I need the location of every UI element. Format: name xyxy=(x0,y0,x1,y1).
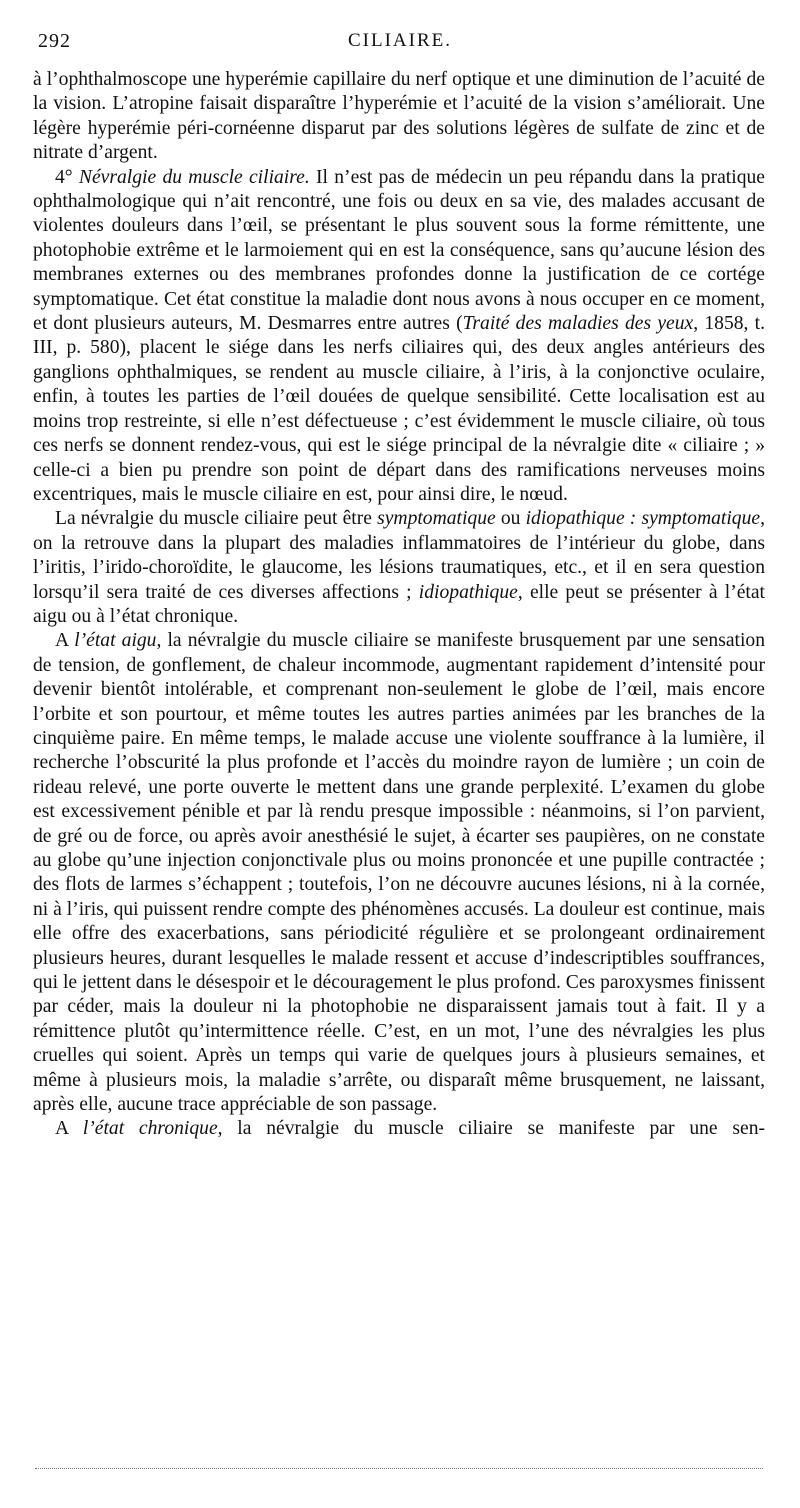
italic-text: symptomatique xyxy=(377,508,496,530)
italic-text: Traité des maladies des yeux xyxy=(462,313,694,335)
italic-text: idiopathique : symptomatique xyxy=(525,508,761,530)
footer-rule xyxy=(35,1468,763,1469)
text-run: , elle peut se présenter à l’état aigu ou à l’état chronique. xyxy=(33,581,766,627)
text-run: à l’ophthalmoscope une hyperémie capillaire du nerf optique et une diminution de l’acuité de la vision. L’atropine faisait disparaître l’hyperémie et l’acuité de la vision s’améliorait. Une légère hyperémie péri-cornéenne disparut par des solutions légères de sulfate de zinc et de nitrate d’argent. xyxy=(33,69,765,164)
text-run: Il n’est pas de médecin un peu répandu dans la pratique ophthalmologique qui n’ait rencontré, une fois ou deux en sa vie, des malades accusant de violentes douleurs dans l’œil, se présentant le plus souvent sous la forme rémittente, une photophobie extrême et le larmoiement qui en est la conséquence, sans qu’aucune lésion des membranes externes ou des membranes profondes donne la justification de ce cortége symptomatique. Cet état constitue la maladie dont nous avons à nous occuper en ce moment, et dont plusieurs auteurs, M. Desmarres entre autres ( xyxy=(33,166,765,335)
running-title: CILIAIRE. xyxy=(347,30,452,51)
text-run: A xyxy=(55,630,75,652)
page-header xyxy=(30,30,770,60)
text-run: ou xyxy=(495,508,526,530)
text-run: La névralgie du muscle ciliaire peut être xyxy=(55,508,378,530)
italic-text: l’état aigu xyxy=(74,630,157,652)
text-run: 4° xyxy=(55,166,79,188)
text-run: A xyxy=(55,1118,83,1140)
text-run: , la névralgie du muscle ciliaire se manifeste brusquement par une sensation de tension, de gonflement, de chaleur incommode, augmentant rapidement d’intensité pour devenir bientôt intolérable, et comprenant non-seulement le globe de l’œil, mais encore l’orbite et son pourtour, et même toutes les autres parties animées par les branches de la cinquième paire. En même temps, le malade accuse une violente souffrance à la lumière, il recherche l’obscurité la plus profonde et l’accès du moindre rayon de lumière ; un coin de rideau relevé, une porte ouverte le mettent dans une grande perplexité. L’examen du globe est excessivement pénible et par là rendu presque impossible : néanmoins, si l’on parvient, de gré ou de force, ou après avoir anesthésié le sujet, à écarter ses paupières, on ne constate au globe qu’une injection conjonctivale plus ou moins prononcée et une pupille contractée ; des flots de larmes s’échappent ; toutefois, l’on ne découvre aucunes lésions, ni à la cornée, ni à l’iris, qui puissent rendre compte des phénomènes accusés. La douleur est continue, mais elle offre des exacerbations, sans périodicité régulière et se prolongeant ordinairement plusieurs heures, durant lesquelles le malade ressent et accuse d’indescriptibles souffrances, qui le jettent dans le désespoir et le découragement le plus profond. Ces paroxysmes finissent par céder, mais la douleur ni la photophobie ne disparaissent jamais tout à fait. Il y a rémittence plutôt qu’intermittence réelle. C’est, en un mot, l’une des névralgies les plus cruelles qui soient. Après un temps qui varie de quelques jours à plusieurs semaines, et même à plusieurs mois, la maladie s’arrête, ou disparaît même brusquement, ne laissant, après elle, aucune trace appréciable de son passage. xyxy=(33,630,765,1116)
paragraph xyxy=(33,68,765,166)
paragraph xyxy=(33,166,765,508)
text-run: , 1858, t. III, p. 580), placent le siége dans les nerfs ciliaires qui, des deux angles antérieurs des ganglions ophthalmiques, se rendent au muscle ciliaire, à l’iris, à la conjonctive oculaire, enfin, à toutes les parties de l’œil douées de quelque sensibilité. Cette localisation est au moins trop restreinte, si elle n’est défectueuse ; c’est évidemment le muscle ciliaire, où tous ces nerfs se donnent rendez-vous, qui est le siége principal de la névralgie dite « ciliaire ; » celle-ci a bien pu prendre son point de départ dans des ramifications nerveuses moins excentriques, mais le muscle ciliaire en est, pour ainsi dire, le nœud. xyxy=(33,313,766,505)
paragraph xyxy=(33,1117,765,1141)
page-number: 292 xyxy=(38,30,71,52)
italic-text: idiopathique xyxy=(418,581,518,603)
paragraph xyxy=(33,507,765,629)
italic-text: Névralgie du muscle ciliaire. xyxy=(78,166,310,188)
text-run: , la névralgie du muscle ciliaire se manifeste par une sen- xyxy=(217,1118,766,1140)
paragraph xyxy=(33,629,765,1117)
body-text xyxy=(33,68,765,1142)
italic-text: l’état chronique xyxy=(82,1118,218,1140)
text-run: , on la retrouve dans la plupart des maladies inflammatoires de l’intérieur du globe, dans l’iritis, l’irido-choroïdite, le glaucome, les lésions traumatiques, etc., et il en sera question lorsqu’il sera traité de ces diverses affections ; xyxy=(33,508,765,603)
